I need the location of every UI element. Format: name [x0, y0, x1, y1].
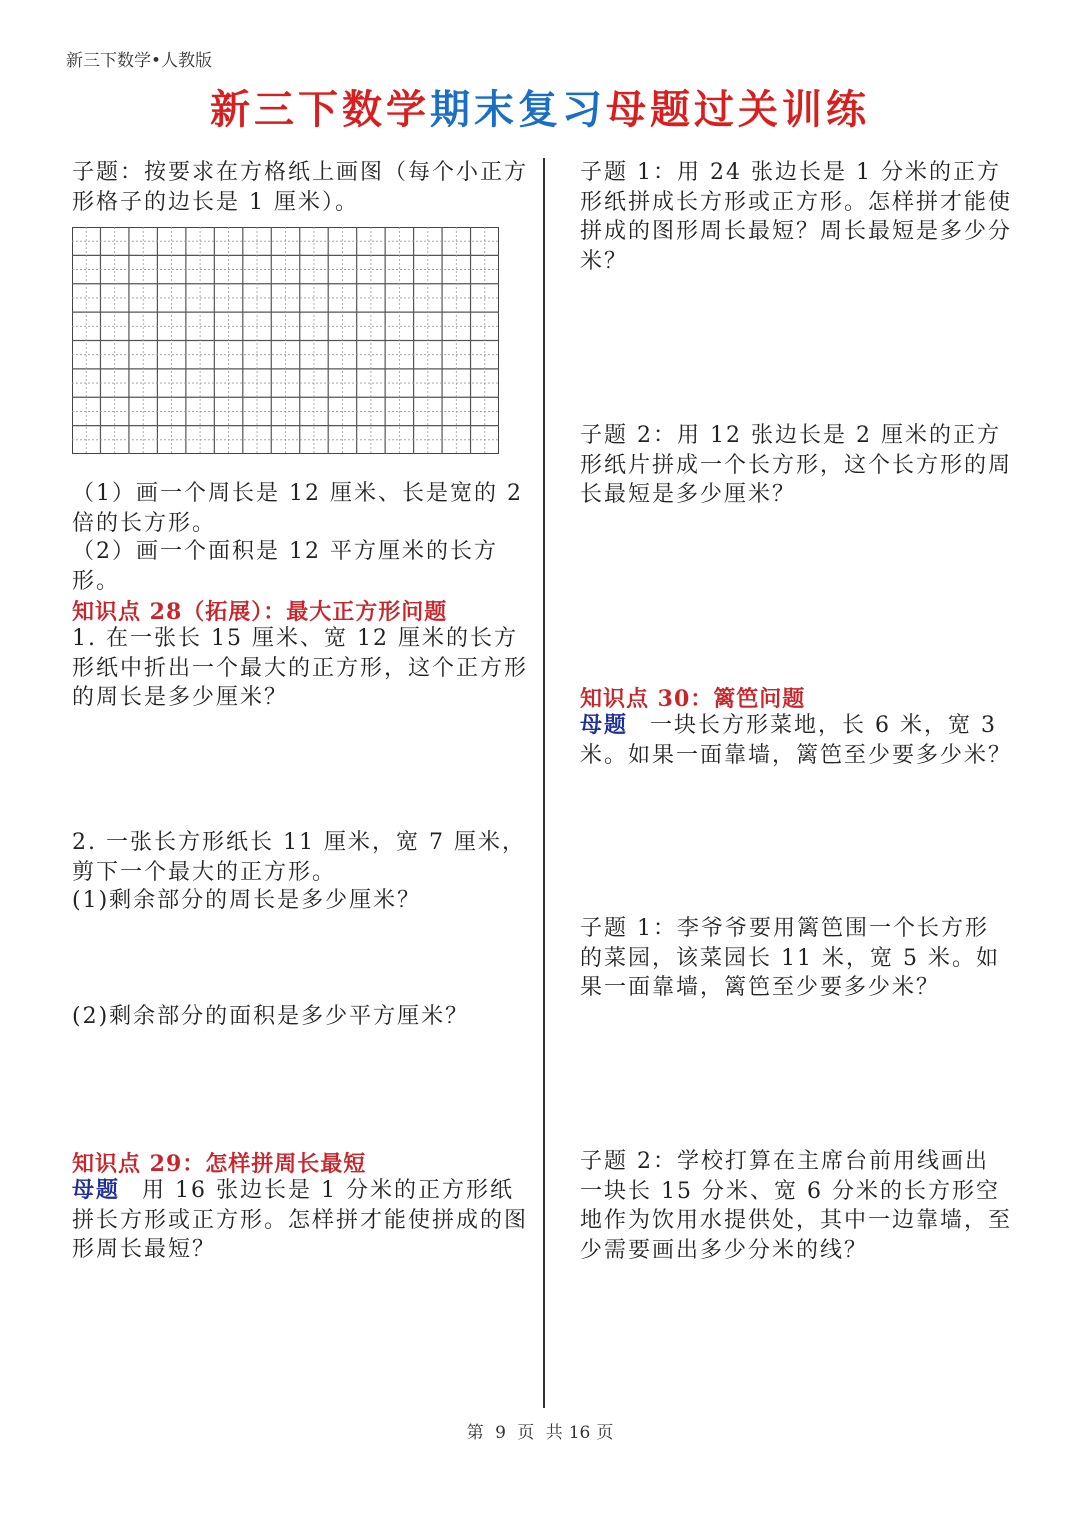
footer-label-ye-2: 页 [596, 1423, 614, 1443]
document-header: 新三下数学•人教版 [66, 51, 213, 71]
kp28-question-2-part-2: (2)剩余部分的面积是多少平方厘米？ [72, 1004, 470, 1029]
kp30-sub-question-2: 子题 2：学校打算在主席台前用线画出一块长 15 分米、宽 6 分米的长方形空地作为饮用水提供处，其中一边靠墙，至少需要画出多少分米的线？ [580, 1149, 1013, 1263]
page-title [0, 78, 1080, 135]
kp30-question-text: 一块长方形菜地，长 6 米，宽 3 米。如果一面靠墙，篱笆至少要多少米？ [580, 713, 1013, 768]
page-number: 9 [495, 1423, 506, 1443]
title-part-3: 母题过关训练 [606, 86, 870, 133]
knowledge-point-30-heading: 知识点 30：篱笆问题 [580, 686, 806, 712]
knowledge-point-28-heading: 知识点 28（拓展）：最大正方形问题 [72, 599, 448, 625]
knowledge-point-29-heading: 知识点 29：怎样拼周长最短 [72, 1151, 367, 1177]
grid-question-part-2: （2）画一个面积是 12 平方厘米的长方形。 [72, 539, 498, 594]
kp28-question-2: 2. 一张长方形纸长 11 厘米，宽 7 厘米，剪下一个最大的正方形。 [72, 830, 526, 885]
kp29-question-text: 用 16 张边长是 1 分米的正方形纸拼长方形或正方形。怎样拼才能使拼成的图形周长最短？ [72, 1178, 529, 1262]
footer-label-ye: 页 [517, 1423, 535, 1443]
footer-label-gong: 共 [545, 1423, 563, 1443]
column-divider [543, 158, 545, 1408]
grid-question: 子题：按要求在方格纸上画图（每个小正方形格子的边长是 1 厘米）。 [72, 160, 529, 215]
grid-question-part-1: （1）画一个周长是 12 厘米、长是宽的 2 倍的长方形。 [72, 481, 523, 536]
kp29-sub-question-2: 子题 2：用 12 张边长是 2 厘米的正方形纸片拼成一个长方形，这个长方形的周长最短是多少厘米？ [580, 423, 1013, 507]
mother-question-tag: 母题 [580, 712, 629, 738]
kp29-sub-question-1: 子题 1：用 24 张边长是 1 分米的正方形纸拼成长方形或正方形。怎样拼才能使拼成的图形周长最短？周长最短是多少分米？ [580, 160, 1013, 274]
page-footer [0, 1418, 1080, 1443]
title-part-1: 新三下数学 [210, 86, 430, 133]
kp30-main-question [580, 711, 1012, 770]
kp28-question-2-part-1: (1)剩余部分的周长是多少厘米？ [72, 888, 422, 913]
mother-question-tag: 母题 [72, 1177, 121, 1203]
kp29-main-question [72, 1176, 530, 1265]
footer-label-di: 第 [466, 1423, 484, 1443]
total-pages: 16 [568, 1423, 591, 1443]
kp30-sub-question-1: 子题 1：李爷爷要用篱笆围一个长方形的菜园，该菜园长 11 米，宽 5 米。如果一面靠墙，篱笆至少要多少米？ [580, 916, 1000, 1000]
square-grid-paper [72, 227, 499, 454]
kp28-question-1: 1. 在一张长 15 厘米、宽 12 厘米的长方形纸中折出一个最大的正方形，这个正方形的周长是多少厘米？ [72, 626, 529, 710]
title-part-2: 期末复习 [430, 86, 606, 133]
